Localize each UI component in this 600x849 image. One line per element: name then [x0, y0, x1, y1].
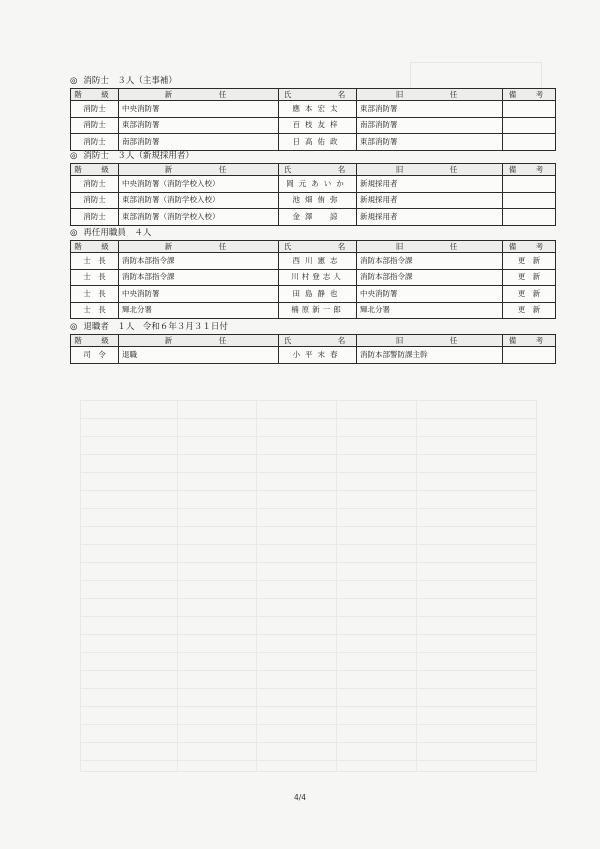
col-notes: 備 考 [503, 164, 556, 176]
table-row [71, 134, 556, 151]
col-name: 氏 名 [279, 164, 357, 176]
heading-title: 再任用職員 ４人 [83, 228, 152, 238]
new-post-cell: 中央消防署（消防学校入校） [119, 176, 279, 193]
new-post-cell: 消防本部指令課 [119, 253, 279, 270]
notes-cell [503, 176, 556, 193]
notes-cell [503, 117, 556, 134]
section-heading [70, 149, 555, 163]
name-cell: 岡元あいか [279, 176, 357, 193]
section-reappointed-staff [70, 226, 555, 319]
rank-cell: 士 長 [71, 286, 119, 303]
rank-cell: 消防士 [71, 209, 119, 226]
name-cell: 西川憲志 [279, 253, 357, 270]
rank-cell: 消防士 [71, 117, 119, 134]
col-new-post: 新 任 [119, 335, 279, 347]
section-retirees [70, 320, 555, 364]
table-row [71, 286, 556, 303]
header-row [71, 335, 556, 347]
table-row [71, 192, 556, 209]
new-post-cell: 中央消防署 [119, 101, 279, 118]
notes-cell [503, 209, 556, 226]
notes-cell [503, 134, 556, 151]
heading-title: 消防士 ３人（主事補） [83, 76, 177, 86]
section-firefighter-junior [70, 74, 555, 151]
table-row [71, 117, 556, 134]
name-cell: 楠原新一郎 [279, 302, 357, 319]
col-old-post: 旧 任 [357, 89, 503, 101]
notes-cell: 更 新 [503, 269, 556, 286]
name-cell: 池畑侑弥 [279, 192, 357, 209]
new-post-cell: 輝北分署 [119, 302, 279, 319]
old-post-cell: 東部消防署 [357, 134, 503, 151]
heading-mark: ◎ [70, 151, 78, 161]
heading-title: 消防士 ３人（新規採用者） [83, 151, 194, 161]
col-notes: 備 考 [503, 335, 556, 347]
name-cell: 應本宏太 [279, 101, 357, 118]
old-post-cell: 消防本部指令課 [357, 269, 503, 286]
personnel-table [70, 334, 556, 364]
name-cell: 百枝友梓 [279, 117, 357, 134]
col-name: 氏 名 [279, 241, 357, 253]
col-old-post: 旧 任 [357, 164, 503, 176]
rank-cell: 消防士 [71, 134, 119, 151]
rank-cell: 消防士 [71, 192, 119, 209]
rank-cell: 消防士 [71, 176, 119, 193]
new-post-cell: 東部消防署（消防学校入校） [119, 192, 279, 209]
section-firefighter-new-hires [70, 149, 555, 226]
new-post-cell: 南部消防署 [119, 134, 279, 151]
old-post-cell: 東部消防署 [357, 101, 503, 118]
col-rank: 階 級 [71, 89, 119, 101]
col-name: 氏 名 [279, 335, 357, 347]
old-post-cell: 南部消防署 [357, 117, 503, 134]
col-notes: 備 考 [503, 89, 556, 101]
old-post-cell: 新規採用者 [357, 209, 503, 226]
rank-cell: 司 令 [71, 347, 119, 364]
name-cell: 田島静也 [279, 286, 357, 303]
heading-title: 退職者 １人 令和６年３月３１日付 [83, 322, 228, 332]
old-post-cell: 輝北分署 [357, 302, 503, 319]
personnel-table [70, 240, 556, 319]
header-row [71, 241, 556, 253]
table-row [71, 269, 556, 286]
bleed-through-table-ghost [80, 400, 537, 772]
old-post-cell: 中央消防署 [357, 286, 503, 303]
heading-mark: ◎ [70, 322, 78, 332]
table-row [71, 253, 556, 270]
old-post-cell: 新規採用者 [357, 192, 503, 209]
table-row [71, 209, 556, 226]
new-post-cell: 東部消防署（消防学校入校） [119, 209, 279, 226]
section-heading [70, 320, 555, 334]
section-heading [70, 226, 555, 240]
col-new-post: 新 任 [119, 164, 279, 176]
name-cell: 川村登志人 [279, 269, 357, 286]
section-heading [70, 74, 555, 88]
heading-mark: ◎ [70, 76, 78, 86]
notes-cell: 更 新 [503, 253, 556, 270]
old-post-cell: 新規採用者 [357, 176, 503, 193]
table-row [71, 302, 556, 319]
header-row [71, 164, 556, 176]
table-row [71, 176, 556, 193]
rank-cell: 士 長 [71, 269, 119, 286]
new-post-cell: 東部消防署 [119, 117, 279, 134]
heading-mark: ◎ [70, 228, 78, 238]
col-old-post: 旧 任 [357, 335, 503, 347]
notes-cell: 更 新 [503, 302, 556, 319]
notes-cell [503, 347, 556, 364]
new-post-cell: 消防本部指令課 [119, 269, 279, 286]
personnel-table [70, 163, 556, 226]
rank-cell: 消防士 [71, 101, 119, 118]
new-post-cell: 退職 [119, 347, 279, 364]
col-notes: 備 考 [503, 241, 556, 253]
table-row [71, 101, 556, 118]
new-post-cell: 中央消防署 [119, 286, 279, 303]
col-new-post: 新 任 [119, 241, 279, 253]
col-rank: 階 級 [71, 241, 119, 253]
old-post-cell: 消防本部指令課 [357, 253, 503, 270]
name-cell: 金澤 諒 [279, 209, 357, 226]
header-row [71, 89, 556, 101]
col-name: 氏 名 [279, 89, 357, 101]
personnel-table [70, 88, 556, 151]
col-new-post: 新 任 [119, 89, 279, 101]
name-cell: 日高佑政 [279, 134, 357, 151]
notes-cell [503, 192, 556, 209]
old-post-cell: 消防本部警防課主幹 [357, 347, 503, 364]
rank-cell: 士 長 [71, 302, 119, 319]
rank-cell: 士 長 [71, 253, 119, 270]
notes-cell [503, 101, 556, 118]
notes-cell: 更 新 [503, 286, 556, 303]
col-rank: 階 級 [71, 335, 119, 347]
name-cell: 小平末春 [279, 347, 357, 364]
table-row [71, 347, 556, 364]
col-old-post: 旧 任 [357, 241, 503, 253]
col-rank: 階 級 [71, 164, 119, 176]
page-number: 4/4 [293, 793, 307, 802]
